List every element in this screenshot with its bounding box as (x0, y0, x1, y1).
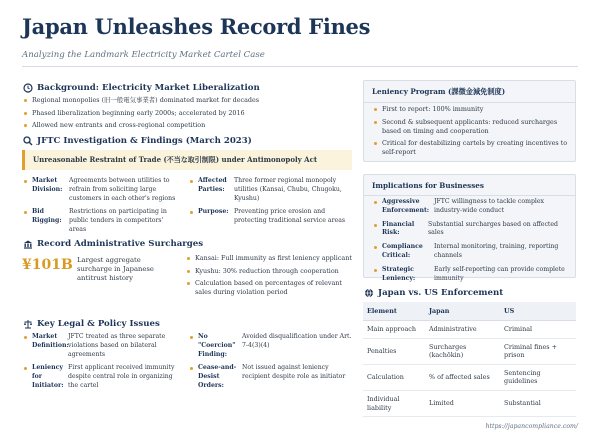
legal-key: No "Coercion" Finding: (198, 333, 236, 358)
table-cell: Substantial (500, 390, 576, 416)
table-cell: Penalties (363, 338, 425, 364)
table-cell: Calculation (363, 364, 425, 390)
implication-row (372, 198, 572, 216)
legal-right (188, 333, 353, 396)
table-cell: Criminal fines + prison (500, 338, 576, 364)
table-cell: Sentencing guidelines (500, 364, 576, 390)
finding-value: Three former regional monopoly utilities (Kansai, Chubu, Chugoku, Kyushu) (234, 177, 342, 202)
legal-row (22, 364, 182, 390)
finding-row (188, 177, 353, 203)
footer-link[interactable]: https://japancompliance.com/ (485, 423, 578, 430)
leniency-heading: Leniency Program (課徴金減免制度) (364, 81, 575, 103)
legal-value: Avoided disqualification under Art. 7-4(3)(4) (242, 333, 352, 349)
surcharges-heading-text: Record Administrative Surcharges (37, 239, 204, 249)
table-cell: Individual liability (363, 390, 425, 416)
page-title: Japan Unleashes Record Fines (22, 14, 371, 39)
implication-value: Internal monitoring, training, reporting channels (434, 243, 559, 259)
table-row (363, 321, 576, 339)
implication-key: Aggressive Enforcement: (382, 198, 430, 214)
comparison-table (363, 302, 576, 417)
legal-value: JFTC treated as three separate violations based on bilateral agreements (68, 333, 166, 358)
list-item: Regional monopolies (旧一般電気事業者) dominated market for decades (22, 96, 352, 105)
table-row (363, 364, 576, 390)
globe-icon (363, 288, 375, 298)
legal-key: Cease-and-Desist Orders: (198, 364, 237, 389)
list-item: Critical for destabilizing cartels by creating incentives to self-report (372, 139, 570, 157)
list-item: Kansai: Full immunity as first leniency applicant (185, 254, 353, 263)
implication-value: Early self-reporting can provide complete immunity (434, 265, 565, 282)
implication-key: Financial Risk: (382, 220, 415, 237)
list-item: Second & subsequent applicants: reduced surcharges based on timing and cooperation (372, 118, 570, 136)
history-icon (22, 83, 34, 93)
implication-key: Strategic Leniency: (382, 265, 416, 282)
table-header-row (363, 302, 576, 321)
table-cell: Surcharges (kachōkin) (425, 338, 500, 364)
implications-panel (363, 174, 576, 282)
building-icon (22, 239, 34, 249)
column-header: Element (363, 302, 425, 321)
legal-heading (22, 319, 160, 329)
surcharge-amount-caption: Largest aggregate surcharge in Japanese antitrust history (77, 256, 154, 283)
finding-key: Market Division: (32, 177, 63, 193)
investigation-heading (22, 136, 252, 146)
list-item: Allowed new entrants and cross-regional competition (22, 121, 352, 130)
implication-row (372, 221, 572, 239)
comparison-heading-text: Japan vs. US Enforcement (378, 288, 504, 298)
finding-key: Purpose: (198, 208, 229, 216)
finding-value: Agreements between utilities to refrain from soliciting large customers in each other's regions (69, 177, 176, 202)
table-cell: Administrative (425, 321, 500, 339)
surcharges-heading (22, 239, 203, 249)
investigation-heading-text: JFTC Investigation & Findings (March 2023) (37, 136, 252, 146)
table-row (363, 390, 576, 416)
surcharges-list (185, 254, 353, 301)
legal-key: Leniency for Initiator: (32, 364, 64, 389)
findings-left (22, 177, 182, 240)
implication-value: JFTC willingness to tackle complex industry-wide conduct (434, 198, 545, 214)
table-cell: Limited (425, 390, 500, 416)
title-divider (22, 66, 578, 67)
legal-row (22, 333, 182, 359)
table-cell: % of affected sales (425, 364, 500, 390)
list-item: Kyushu: 30% reduction through cooperation (185, 267, 353, 276)
column-header: US (500, 302, 576, 321)
legal-value: First applicant received immunity despite central role in organizing the cartel (68, 364, 175, 389)
leniency-list (372, 105, 570, 161)
comparison-heading (363, 288, 503, 298)
finding-row (22, 208, 182, 234)
implication-row (372, 266, 572, 284)
surcharge-amount: ¥101B (22, 257, 73, 273)
column-header: Japan (425, 302, 500, 321)
finding-key: Bid Rigging: (32, 208, 62, 225)
finding-row (22, 177, 182, 203)
search-icon (22, 136, 34, 146)
legal-row (188, 364, 353, 390)
implications-list (372, 198, 572, 288)
finding-value: Preventing price erosion and protecting traditional service areas (234, 208, 346, 225)
table-row (363, 338, 576, 364)
findings-right (188, 177, 353, 231)
table-cell: Main approach (363, 321, 425, 339)
legal-heading-text: Key Legal & Policy Issues (37, 319, 160, 329)
background-list (22, 96, 352, 134)
list-item: Calculation based on percentages of relevant sales during violation period (185, 279, 353, 297)
background-heading (22, 83, 260, 93)
legal-key: Market Definition: (32, 333, 69, 349)
finding-value: Restrictions on participating in public tenders in competitors' areas (69, 208, 167, 233)
page-subtitle: Analyzing the Landmark Electricity Market Cartel Case (22, 50, 265, 60)
list-item: Phased liberalization beginning early 2000s; accelerated by 2016 (22, 109, 352, 118)
scale-icon (22, 319, 34, 329)
implication-value: Substantial surcharges based on affected sales (428, 220, 559, 237)
finding-key: Affected Parties: (198, 177, 227, 193)
background-heading-text: Background: Electricity Market Liberalization (37, 83, 260, 93)
implication-key: Compliance Critical: (382, 243, 423, 259)
list-item: First to report: 100% immunity (372, 105, 570, 114)
legal-value: Not issued against leniency recipient despite role as initiator (242, 364, 346, 381)
violation-banner: Unreasonable Restraint of Trade (不当な取引制限) under Antimonopoly Act (22, 150, 352, 170)
legal-row (188, 333, 353, 359)
legal-left (22, 333, 182, 396)
implication-row (372, 243, 572, 261)
finding-row (188, 208, 353, 226)
table-cell: Criminal (500, 321, 576, 339)
leniency-panel (363, 80, 576, 162)
implications-heading: Implications for Businesses (364, 175, 575, 196)
